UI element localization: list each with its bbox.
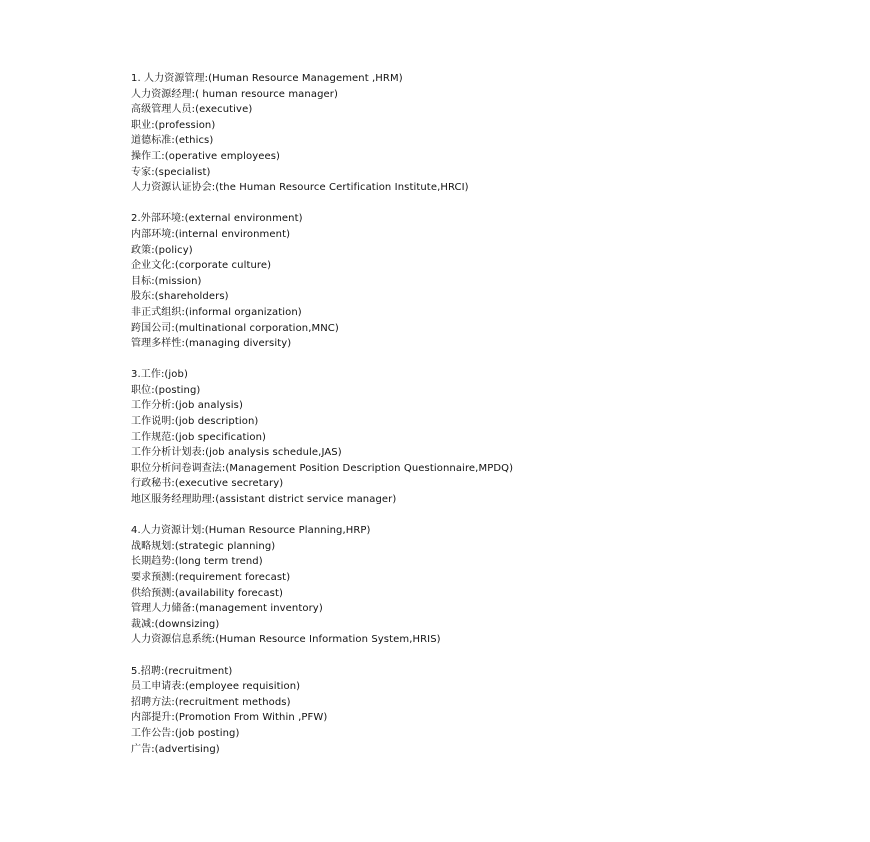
glossary-line: 工作分析:(job analysis): [131, 400, 243, 412]
glossary-line: 管理多样性:(managing diversity): [131, 338, 292, 350]
glossary-line: 要求预测:(requirement forecast): [131, 572, 291, 583]
glossary-line: 人力资源经理:( human resource manager): [131, 88, 338, 100]
glossary-line: 裁减:(downsizing): [131, 618, 220, 630]
section-heading: 5.招聘:(recruitment): [131, 665, 233, 677]
glossary-line: 员工申请表:(employee requisition): [131, 681, 301, 693]
glossary-line: 工作分析计划表:(job analysis schedule,JAS): [131, 447, 342, 459]
glossary-line: 企业文化:(corporate culture): [131, 260, 272, 272]
section-3-job: [131, 367, 851, 507]
glossary-line: 行政秘书:(executive secretary): [131, 478, 284, 490]
glossary-line: 广告:(advertising): [131, 743, 220, 755]
glossary-line: 招聘方法:(recruitment methods): [131, 696, 291, 708]
section-heading: 3.工作:(job): [131, 369, 188, 381]
glossary-line: 地区服务经理助理:(assistant district service manager): [131, 494, 397, 506]
glossary-line: 长期趋势:(long term trend): [131, 556, 263, 568]
section-heading: 4.人力资源计划:(Human Resource Planning,HRP): [131, 525, 371, 537]
glossary-line: 职位分析问卷调查法:(Management Position Description Questionnaire,MPDQ): [131, 462, 514, 474]
section-1-hrm: [131, 71, 851, 196]
glossary-content: [131, 71, 851, 773]
glossary-line: 非正式组织:(informal organization): [131, 306, 302, 318]
glossary-line: 战略规划:(strategic planning): [131, 540, 276, 552]
section-5-recruitment: [131, 664, 851, 758]
glossary-line: 股东:(shareholders): [131, 291, 229, 303]
glossary-line: 专家:(specialist): [131, 166, 211, 178]
glossary-line: 工作说明:(job description): [131, 416, 259, 428]
glossary-line: 职业:(profession): [131, 119, 216, 131]
glossary-line: 跨国公司:(multinational corporation,MNC): [131, 322, 339, 334]
glossary-line: 供给预测:(availability forecast): [131, 587, 283, 599]
glossary-line: 内部提升:(Promotion From Within ,PFW): [131, 712, 328, 724]
section-2-environment: [131, 211, 851, 351]
glossary-line: 人力资源认证协会:(the Human Resource Certification Institute,HRCI): [131, 182, 469, 194]
glossary-line: 操作工:(operative employees): [131, 150, 281, 162]
glossary-line: 人力资源信息系统:(Human Resource Information System,HRIS): [131, 634, 441, 646]
glossary-line: 政策:(policy): [131, 244, 193, 256]
section-4-planning: [131, 523, 851, 648]
glossary-line: 工作规范:(job specification): [131, 431, 267, 443]
glossary-line: 职位:(posting): [131, 384, 201, 396]
glossary-line: 内部环境:(internal environment): [131, 228, 291, 240]
glossary-line: 工作公告:(job posting): [131, 727, 240, 739]
glossary-line: 目标:(mission): [131, 275, 202, 287]
section-heading: 1. 人力资源管理:(Human Resource Management ,HRM): [131, 73, 403, 84]
glossary-line: 道德标准:(ethics): [131, 135, 214, 147]
section-heading: 2.外部环境:(external environment): [131, 213, 303, 225]
glossary-line: 高级管理人员:(executive): [131, 104, 253, 116]
glossary-line: 管理人力储备:(management inventory): [131, 603, 323, 615]
